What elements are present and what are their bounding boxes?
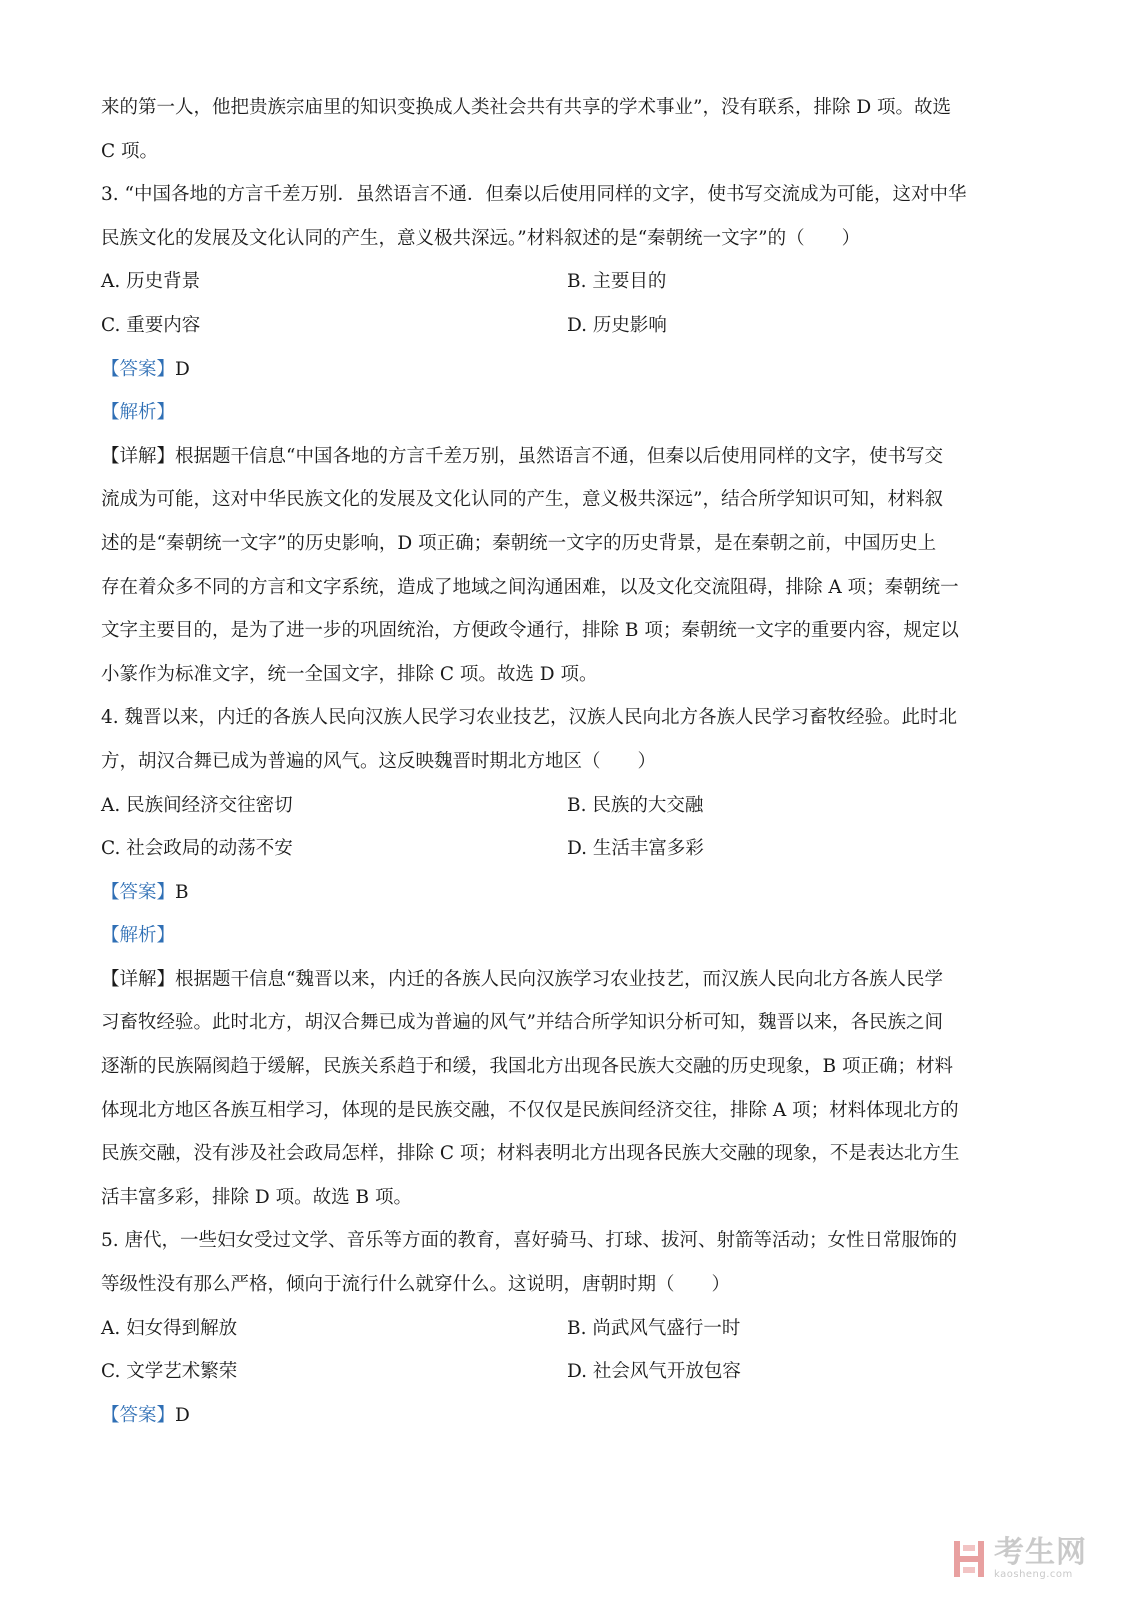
question-4-option-c: C. 社会政局的动荡不安 xyxy=(101,838,293,860)
text-line: 民族交融，没有涉及社会政局怎样，排除 C 项；材料表明北方出现各民族大交融的现象，不是表达北方生 xyxy=(101,1143,960,1165)
answer-tag: 【答案】 xyxy=(101,881,176,903)
document-page xyxy=(101,86,1031,1437)
detail-tag: 【详解】 xyxy=(101,968,176,990)
question-5-options-row-2 xyxy=(101,1350,1031,1394)
detail-text: 根据题干信息“中国各地的方言千差万别，虽然语言不通，但秦以后使用同样的文字，使书写交 xyxy=(175,445,943,467)
question-4-options-row-2 xyxy=(101,827,1031,871)
question-4-stem: 4. 魏晋以来，内迁的各族人民向汉族人民学习农业技艺，汉族人民向北方各族人民学习畜牧经验。此时北 xyxy=(101,707,958,729)
question-4-option-a: A. 民族间经济交往密切 xyxy=(101,794,293,816)
question-5-stem: 5. 唐代，一些妇女受过文学、音乐等方面的教育，喜好骑马、打球、拔河、射箭等活动；女性日常服饰的 xyxy=(101,1230,958,1252)
answer-tag: 【答案】 xyxy=(101,1404,176,1426)
text-line: 体现北方地区各族互相学习，体现的是民族交融，不仅仅是民族间经济交往，排除 A 项；材料体现北方的 xyxy=(101,1099,959,1121)
question-3-analysis xyxy=(101,391,1031,435)
text-line: 逐渐的民族隔阂趋于缓解，民族关系趋于和缓，我国北方出现各民族大交融的历史现象，B 项正确；材料 xyxy=(101,1056,953,1078)
question-4-detail xyxy=(101,958,1031,1002)
question-4-stem: 方，胡汉合舞已成为普遍的风气。这反映魏晋时期北方地区（ ） xyxy=(101,750,657,772)
analysis-tag: 【解析】 xyxy=(101,925,176,947)
watermark-cn: 考生网 xyxy=(994,1535,1087,1570)
text-line: 活丰富多彩，排除 D 项。故选 B 项。 xyxy=(101,1186,412,1208)
text-line: 小篆作为标准文字，统一全国文字，排除 C 项。故选 D 项。 xyxy=(101,663,598,685)
question-3-options-row-2 xyxy=(101,304,1031,348)
question-5-options-row-1 xyxy=(101,1307,1031,1351)
answer-tag: 【答案】 xyxy=(101,358,176,380)
watermark-text xyxy=(994,1535,1087,1580)
answer-value: D xyxy=(175,1404,190,1426)
text-line: 存在着众多不同的方言和文字系统，造成了地域之间沟通困难，以及文化交流阻碍，排除 A 项；秦朝统一 xyxy=(101,576,959,598)
detail-tag: 【详解】 xyxy=(101,445,176,467)
question-3-stem: 3. “中国各地的方言千差万别．虽然语言不通．但秦以后使用同样的文字，使书写交流成为可能，这对中华 xyxy=(101,184,967,206)
question-3-option-c: C. 重要内容 xyxy=(101,314,201,336)
question-4-options-row-1 xyxy=(101,784,1031,828)
watermark-en: kaosheng.com xyxy=(994,1569,1073,1580)
question-3-option-b: B. 主要目的 xyxy=(567,271,667,293)
answer-value: D xyxy=(175,358,190,380)
watermark xyxy=(952,1535,1087,1580)
question-5-option-a: A. 妇女得到解放 xyxy=(101,1317,238,1339)
question-4-answer xyxy=(101,871,1031,915)
analysis-tag: 【解析】 xyxy=(101,402,176,424)
text-line: 述的是“秦朝统一文字”的历史影响，D 项正确；秦朝统一文字的历史背景，是在秦朝之前，中国历史上 xyxy=(101,532,937,554)
question-3-stem: 民族文化的发展及文化认同的产生，意义极共深远。”材料叙述的是“秦朝统一文字”的（ ） xyxy=(101,227,861,249)
question-4-option-d: D. 生活丰富多彩 xyxy=(567,838,704,860)
question-3-options-row-1 xyxy=(101,260,1031,304)
question-3-option-a: A. 历史背景 xyxy=(101,271,201,293)
text-line: 文字主要目的，是为了进一步的巩固统治，方便政令通行，排除 B 项；秦朝统一文字的重要内容，规定以 xyxy=(101,620,959,642)
question-3-option-d: D. 历史影响 xyxy=(567,314,667,336)
question-4-option-b: B. 民族的大交融 xyxy=(567,794,704,816)
question-5-stem: 等级性没有那么严格，倾向于流行什么就穿什么。这说明，唐朝时期（ ） xyxy=(101,1274,731,1296)
answer-value: B xyxy=(175,881,189,903)
text-line: C 项。 xyxy=(101,140,159,162)
detail-text: 根据题干信息“魏晋以来，内迁的各族人民向汉族学习农业技艺，而汉族人民向北方各族人民学 xyxy=(175,968,943,990)
watermark-logo-icon xyxy=(952,1539,986,1579)
text-line: 来的第一人，他把贵族宗庙里的知识变换成人类社会共有共享的学术事业”，没有联系，排除 D 项。故选 xyxy=(101,97,952,118)
question-5-answer xyxy=(101,1394,1031,1438)
question-5-option-b: B. 尚武风气盛行一时 xyxy=(567,1317,741,1339)
text-line: 习畜牧经验。此时北方，胡汉合舞已成为普遍的风气”并结合所学知识分析可知，魏晋以来，各民族之间 xyxy=(101,1012,943,1034)
question-3-detail xyxy=(101,435,1031,479)
question-4-analysis xyxy=(101,914,1031,958)
question-5-option-c: C. 文学艺术繁荣 xyxy=(101,1361,238,1383)
question-5-option-d: D. 社会风气开放包容 xyxy=(567,1361,741,1383)
text-line: 流成为可能，这对中华民族文化的发展及文化认同的产生，意义极共深远”，结合所学知识可知，材料叙 xyxy=(101,489,943,511)
question-3-answer xyxy=(101,348,1031,392)
